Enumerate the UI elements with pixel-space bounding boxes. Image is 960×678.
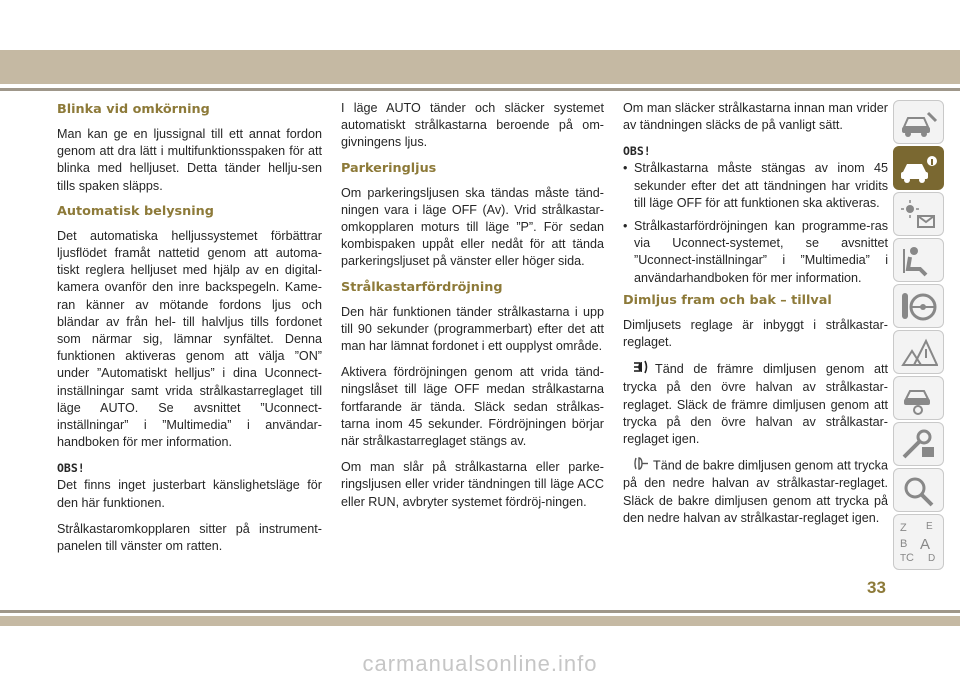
column-left [57, 100, 322, 564]
paragraph: Aktivera fördröjningen genom att vrida tänd-ningslåset till läge OFF medan strålkastarna fortfarande är tända. Släck sedan strålkas-tarna inom 45 sekunder. Fördröjningen börjar när strålkastarreglaget stängs av. [341, 365, 604, 449]
tab-car-lift[interactable] [893, 376, 944, 420]
warning-lights-icon [900, 199, 938, 231]
index-letter: E [926, 521, 933, 532]
rear-fog-light-icon [633, 457, 649, 475]
column-middle [341, 100, 604, 520]
bullet-glyph: • [623, 219, 628, 234]
steering-wheel-icon [900, 291, 938, 323]
tab-seat-airbag[interactable] [893, 238, 944, 282]
tab-search[interactable] [893, 468, 944, 512]
seat-airbag-icon [900, 245, 938, 277]
paragraph: Om parkeringsljusen ska tändas måste tänd-ningen vara i läge OFF (Av). Vrid strålkastar-omkopplaren moturs till läge ”P”. För sedan kombispaken uppåt eller nedåt för att tända parkeringsljuset på vänster eller höger sida. [341, 185, 604, 269]
note-label: OBS! [57, 461, 85, 476]
bullet-text: Strålkastarfördröjningen kan programme-ras via Uconnect-systemet, se avsnittet ”Uconnect-inställningar” i ”Multimedia” i användarhandboken för mer information. [634, 219, 888, 285]
roadside-warning-icon [900, 337, 938, 369]
column-right [623, 100, 888, 536]
index-letter: Z [900, 522, 907, 534]
footer-rule [0, 610, 960, 613]
paragraph: Om man slår på strålkastarna eller parke-ringsljusen eller vrider tändningen till läge ACC eller RUN, avbryter systemet fördröj-ningen. [341, 460, 604, 509]
heading-dimljus: Dimljus fram och bak – tillval [623, 292, 832, 308]
watermark: carmanualsonline.info [362, 651, 598, 676]
note-label: OBS! [623, 144, 651, 159]
tab-steering-wheel[interactable] [893, 284, 944, 328]
index-letters-icon [898, 519, 938, 565]
index-letter: T [900, 553, 907, 564]
heading-automatisk-belysning: Automatisk belysning [57, 203, 214, 219]
maintenance-icon [900, 429, 938, 461]
page-number: 33 [867, 578, 886, 597]
paragraph: Dimljusets reglage är inbyggt i strålkastar-reglaget. [623, 317, 888, 350]
header-band [0, 50, 960, 84]
header-rule [0, 88, 960, 91]
car-info-icon [900, 153, 938, 185]
heading-blinka: Blinka vid omkörning [57, 102, 210, 117]
tab-warning-lights[interactable] [893, 192, 944, 236]
front-fog-light-icon [633, 360, 651, 379]
paragraph: Man kan ge en ljussignal till ett annat fordon genom att dra lätt i multifunktionsspaken för att blinka med helljuset. Detta tänder hellju-sen tills spaken släpps. [57, 127, 322, 193]
car-lift-icon [900, 383, 938, 415]
search-icon [900, 475, 938, 507]
index-letter: A [920, 536, 931, 553]
paragraph: Den här funktionen tänder strålkastarna i upp till 90 sekunder (programmerbart) efter det att man har lämnat fordonet i ett oupplyst område. [341, 304, 604, 354]
paragraph: Om man släcker strålkastarna innan man vrider av tändningen släcks de på vanligt sätt. [623, 101, 888, 133]
paragraph: Det automatiska helljussystemet förbättrar ljusflödet framåt nattetid genom att automa-tiskt reglera helljuset med hjälp av en digital-kamera ovanför den inre backspegeln. Kame-ran känner av mötande fordons ljus och bländar av från hel- till halvljus tills fordonet som närmar sig, lämnar synfältet. Denna funktionen aktiveras genom att välja ”ON” under ”Automatiskt helljus” i dina Uconnect-inställningar samt vrida strålkastarreglaget till läge AUTO. Se avsnittet ”Uconnect-inställningar” i ”Multimedia” i användar-handboken för mer information. [57, 228, 322, 450]
index-letter: B [900, 538, 908, 550]
tab-car-info[interactable] [893, 146, 944, 190]
car-wrench-icon [900, 107, 938, 139]
footer-band [0, 616, 960, 626]
fog-rear-text: Tänd de bakre dimljusen genom att trycka på den nedre halvan av strålkastar-reglaget. Släck de bakre dimljusen genom att trycka på den nedre halvan av strålkastar-reglaget igen. [623, 458, 888, 525]
tab-index[interactable] [893, 514, 944, 570]
index-letter: D [928, 553, 936, 564]
paragraph: Strålkastaromkopplaren sitter på instrument-panelen till vänster om ratten. [57, 521, 322, 554]
tab-roadside-warning[interactable] [893, 330, 944, 374]
note-text: Det finns inget justerbart känslighetsläge för den här funktionen. [57, 478, 322, 510]
fog-front-paragraph [623, 360, 888, 448]
index-letter: C [906, 552, 914, 564]
heading-stralkastarfordrojning: Strålkastarfördröjning [341, 279, 503, 295]
bullet-item [623, 218, 888, 287]
fog-rear-paragraph [623, 457, 888, 527]
bullet-item [623, 160, 888, 212]
paragraph: I läge AUTO tänder och släcker systemet automatiskt strålkastarna beroende på om-givningens ljus. [341, 101, 604, 150]
tab-maintenance[interactable] [893, 422, 944, 466]
tab-car-wrench[interactable] [893, 100, 944, 144]
fog-front-text: Tänd de främre dimljusen genom att trycka på den övre halvan av strålkastar-reglaget. Släck de främre dimljusen genom att trycka på den övre halvan av strålkastar-reglaget igen. [623, 362, 888, 447]
heading-parkeringljus: Parkeringljus [341, 160, 437, 176]
bullet-glyph: • [623, 161, 628, 176]
bullet-text: Strålkastarna måste stängas av inom 45 sekunder efter det att tändningen har vridits till läge OFF för att funktionen ska aktiveras. [634, 161, 888, 210]
